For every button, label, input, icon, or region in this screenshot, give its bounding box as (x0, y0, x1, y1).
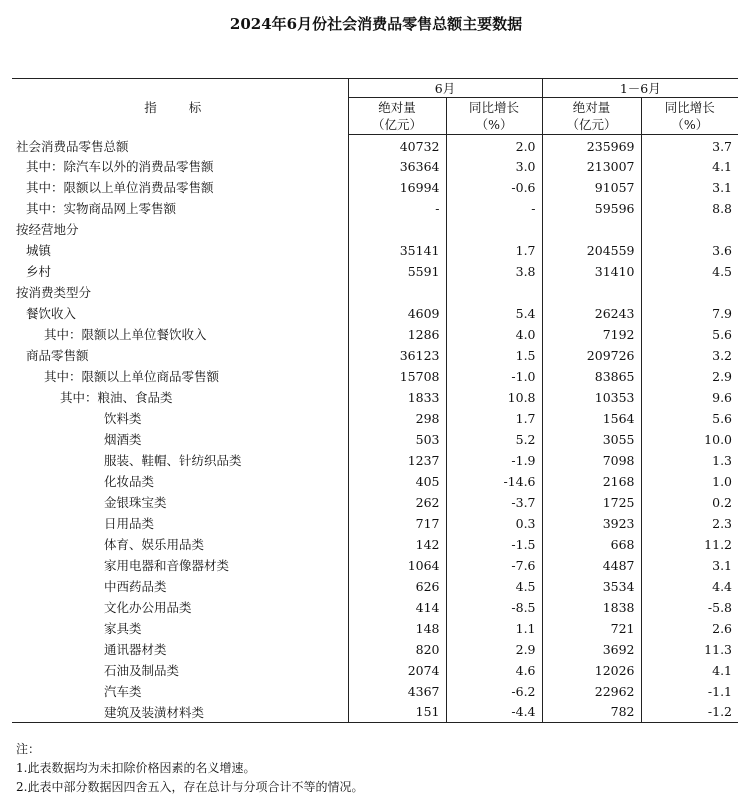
june-abs-cell: 1064 (348, 555, 446, 576)
ytd-yoy-cell: 4.1 (641, 660, 738, 681)
table-row (12, 639, 738, 660)
row-label: 烟酒类 (104, 432, 142, 447)
row-label: 饮料类 (104, 411, 142, 426)
ytd-abs-cell (542, 282, 641, 303)
row-label: 体育、娱乐用品类 (104, 537, 205, 552)
june-abs-cell: 4609 (348, 303, 446, 324)
june-abs-cell: 4367 (348, 681, 446, 702)
table-row (12, 156, 738, 177)
table-row (12, 702, 738, 723)
ytd-yoy-cell: 11.2 (641, 534, 738, 555)
table-row (12, 618, 738, 639)
table-row (12, 387, 738, 408)
june-yoy-cell: -4.4 (446, 702, 542, 723)
row-label: 其中：限额以上单位消费品零售额 (26, 180, 214, 195)
row-label: 乡村 (26, 264, 52, 279)
table-row (12, 303, 738, 324)
june-yoy-cell: 3.0 (446, 156, 542, 177)
row-label: 按消费类型分 (16, 285, 92, 300)
table-row (12, 429, 738, 450)
row-label: 汽车类 (104, 684, 142, 699)
june-abs-cell: 298 (348, 408, 446, 429)
ytd-yoy-cell: 2.3 (641, 513, 738, 534)
june-yoy-cell: -8.5 (446, 597, 542, 618)
june-yoy-header: 同比增长 （%） (446, 98, 542, 135)
ytd-abs-cell: 10353 (542, 387, 641, 408)
june-abs-cell: 151 (348, 702, 446, 723)
june-abs-cell: 15708 (348, 366, 446, 387)
ytd-abs-cell: 91057 (542, 177, 641, 198)
ytd-yoy-cell: 7.9 (641, 303, 738, 324)
june-abs-cell: 148 (348, 618, 446, 639)
june-yoy-cell: 0.3 (446, 513, 542, 534)
table-row (12, 282, 738, 303)
june-abs-cell: 820 (348, 639, 446, 660)
indicator-header: 指 标 (144, 99, 216, 115)
table-row (12, 135, 738, 156)
june-abs-cell: 35141 (348, 240, 446, 261)
footnotes (16, 740, 363, 797)
ytd-abs-cell: 721 (542, 618, 641, 639)
june-yoy-cell: 10.8 (446, 387, 542, 408)
june-abs-cell: 503 (348, 429, 446, 450)
ytd-abs-cell: 3534 (542, 576, 641, 597)
ytd-abs-cell: 2168 (542, 471, 641, 492)
row-label: 其中：粮油、食品类 (60, 390, 173, 405)
ytd-abs-cell: 83865 (542, 366, 641, 387)
ytd-yoy-cell: -1.1 (641, 681, 738, 702)
june-group-header: 6月 (348, 79, 542, 98)
june-abs-cell: 414 (348, 597, 446, 618)
note-item: 2.此表中部分数据因四舍五入，存在总计与分项合计不等的情况。 (16, 780, 364, 794)
row-label: 其中：限额以上单位商品零售额 (44, 369, 220, 384)
table-row (12, 471, 738, 492)
june-yoy-cell: 2.9 (446, 639, 542, 660)
ytd-yoy-cell: 3.7 (641, 135, 738, 156)
june-yoy-cell: 5.4 (446, 303, 542, 324)
table-row (12, 219, 738, 240)
ytd-yoy-cell: 9.6 (641, 387, 738, 408)
june-abs-cell: 1833 (348, 387, 446, 408)
table-row (12, 366, 738, 387)
ytd-abs-cell: 235969 (542, 135, 641, 156)
ytd-yoy-cell: -5.8 (641, 597, 738, 618)
table-row (12, 408, 738, 429)
row-label: 日用品类 (104, 516, 155, 531)
table-body (12, 135, 738, 723)
table-row (12, 240, 738, 261)
row-label: 社会消费品零售总额 (16, 139, 129, 154)
june-abs-cell: 717 (348, 513, 446, 534)
ytd-yoy-cell (641, 282, 738, 303)
ytd-abs-cell: 22962 (542, 681, 641, 702)
ytd-yoy-cell: 5.6 (641, 324, 738, 345)
row-label: 服装、鞋帽、针纺织品类 (104, 453, 242, 468)
june-yoy-cell: 1.5 (446, 345, 542, 366)
table-row (12, 660, 738, 681)
june-yoy-cell: -1.5 (446, 534, 542, 555)
table-row (12, 261, 738, 282)
ytd-yoy-cell: 1.0 (641, 471, 738, 492)
table-row (12, 450, 738, 471)
ytd-abs-cell: 1564 (542, 408, 641, 429)
ytd-abs-cell: 7098 (542, 450, 641, 471)
row-label: 餐饮收入 (26, 306, 77, 321)
ytd-yoy-cell: 1.3 (641, 450, 738, 471)
ytd-yoy-cell: 3.6 (641, 240, 738, 261)
june-yoy-cell: -0.6 (446, 177, 542, 198)
row-label: 其中：限额以上单位餐饮收入 (44, 327, 207, 342)
ytd-yoy-header: 同比增长 （%） (641, 98, 738, 135)
june-yoy-cell: -3.7 (446, 492, 542, 513)
notes-heading: 注： (16, 742, 41, 756)
ytd-abs-cell: 3692 (542, 639, 641, 660)
june-abs-cell: 16994 (348, 177, 446, 198)
june-abs-cell: 626 (348, 576, 446, 597)
june-abs-cell: 1286 (348, 324, 446, 345)
ytd-abs-cell: 7192 (542, 324, 641, 345)
june-abs-cell (348, 219, 446, 240)
ytd-yoy-cell: 8.8 (641, 198, 738, 219)
june-yoy-cell: -1.9 (446, 450, 542, 471)
june-abs-cell: 2074 (348, 660, 446, 681)
june-abs-cell: - (348, 198, 446, 219)
ytd-abs-cell: 3923 (542, 513, 641, 534)
ytd-yoy-cell: 2.6 (641, 618, 738, 639)
june-yoy-cell: 2.0 (446, 135, 542, 156)
june-abs-header: 绝对量 （亿元） (348, 98, 446, 135)
table-row (12, 345, 738, 366)
ytd-abs-header: 绝对量 （亿元） (542, 98, 641, 135)
ytd-yoy-cell: 4.4 (641, 576, 738, 597)
ytd-yoy-cell: 4.1 (641, 156, 738, 177)
ytd-abs-cell (542, 219, 641, 240)
june-abs-cell: 1237 (348, 450, 446, 471)
june-yoy-cell (446, 219, 542, 240)
june-abs-cell: 405 (348, 471, 446, 492)
row-label: 中西药品类 (104, 579, 167, 594)
june-yoy-cell: 1.7 (446, 408, 542, 429)
ytd-abs-cell: 668 (542, 534, 641, 555)
ytd-abs-cell: 209726 (542, 345, 641, 366)
retail-sales-table (12, 78, 738, 723)
june-yoy-cell: 3.8 (446, 261, 542, 282)
june-yoy-cell: 4.5 (446, 576, 542, 597)
ytd-abs-cell: 1838 (542, 597, 641, 618)
table-row (12, 597, 738, 618)
ytd-abs-cell: 3055 (542, 429, 641, 450)
row-label: 通讯器材类 (104, 642, 167, 657)
row-label: 建筑及装潢材料类 (12, 702, 348, 723)
ytd-abs-cell: 1725 (542, 492, 641, 513)
ytd-abs-cell: 12026 (542, 660, 641, 681)
ytd-abs-cell: 31410 (542, 261, 641, 282)
row-label: 石油及制品类 (104, 663, 180, 678)
row-label: 城镇 (26, 243, 52, 258)
june-yoy-cell: -1.0 (446, 366, 542, 387)
table-row (12, 555, 738, 576)
row-label: 按经营地分 (16, 222, 79, 237)
table-row (12, 324, 738, 345)
ytd-yoy-cell: 0.2 (641, 492, 738, 513)
row-label: 化妆品类 (104, 474, 155, 489)
june-yoy-cell (446, 282, 542, 303)
ytd-abs-cell: 4487 (542, 555, 641, 576)
table-row (12, 177, 738, 198)
june-yoy-cell: 4.0 (446, 324, 542, 345)
ytd-abs-cell: 204559 (542, 240, 641, 261)
june-yoy-cell: -7.6 (446, 555, 542, 576)
row-label: 商品零售额 (26, 348, 89, 363)
table-row (12, 576, 738, 597)
row-label: 家用电器和音像器材类 (104, 558, 230, 573)
ytd-yoy-cell (641, 219, 738, 240)
table-row (12, 198, 738, 219)
ytd-yoy-cell: 3.1 (641, 177, 738, 198)
ytd-abs-cell: 782 (542, 702, 641, 723)
row-label: 金银珠宝类 (104, 495, 167, 510)
june-abs-cell: 40732 (348, 135, 446, 156)
june-abs-cell (348, 282, 446, 303)
june-abs-cell: 36123 (348, 345, 446, 366)
table-row (12, 492, 738, 513)
june-abs-cell: 36364 (348, 156, 446, 177)
june-yoy-cell: - (446, 198, 542, 219)
ytd-yoy-cell: 11.3 (641, 639, 738, 660)
june-yoy-cell: 1.1 (446, 618, 542, 639)
ytd-abs-cell: 59596 (542, 198, 641, 219)
row-label: 文化办公用品类 (104, 600, 192, 615)
ytd-yoy-cell: 3.2 (641, 345, 738, 366)
row-label: 其中：除汽车以外的消费品零售额 (26, 159, 214, 174)
june-yoy-cell: -14.6 (446, 471, 542, 492)
ytd-abs-cell: 26243 (542, 303, 641, 324)
table-row (12, 534, 738, 555)
ytd-yoy-cell: -1.2 (641, 702, 738, 723)
ytd-yoy-cell: 4.5 (641, 261, 738, 282)
ytd-yoy-cell: 2.9 (641, 366, 738, 387)
ytd-yoy-cell: 5.6 (641, 408, 738, 429)
ytd-yoy-cell: 10.0 (641, 429, 738, 450)
june-yoy-cell: -6.2 (446, 681, 542, 702)
row-label: 家具类 (104, 621, 142, 636)
row-label: 其中：实物商品网上零售额 (26, 201, 177, 216)
ytd-group-header: 1－6月 (542, 79, 738, 98)
june-yoy-cell: 4.6 (446, 660, 542, 681)
june-yoy-cell: 5.2 (446, 429, 542, 450)
june-abs-cell: 262 (348, 492, 446, 513)
note-item: 1.此表数据均为未扣除价格因素的名义增速。 (16, 761, 256, 775)
table-row (12, 681, 738, 702)
june-abs-cell: 142 (348, 534, 446, 555)
ytd-abs-cell: 213007 (542, 156, 641, 177)
june-abs-cell: 5591 (348, 261, 446, 282)
june-yoy-cell: 1.7 (446, 240, 542, 261)
ytd-yoy-cell: 3.1 (641, 555, 738, 576)
page-title: 2024年6月份社会消费品零售总额主要数据 (229, 15, 523, 33)
table-row (12, 513, 738, 534)
